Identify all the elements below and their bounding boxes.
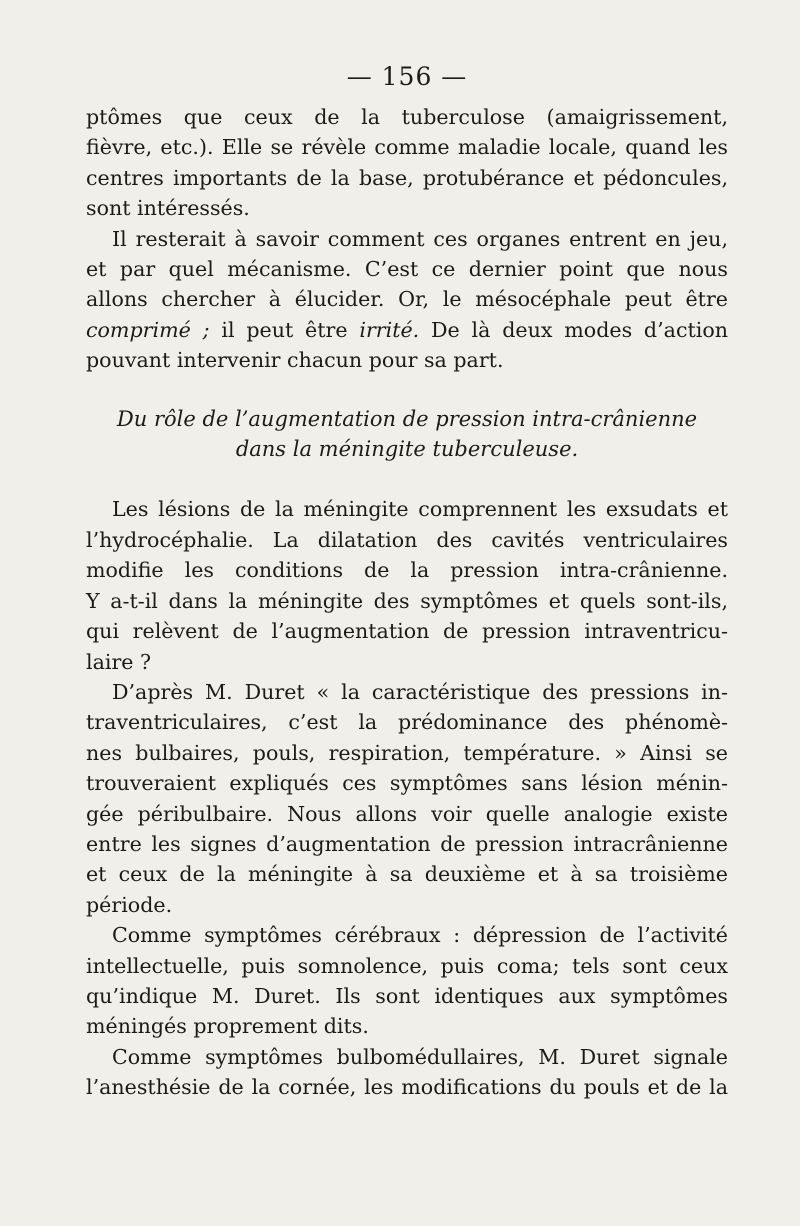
text-fragment: il peut être bbox=[209, 317, 360, 342]
text-line: méningés proprement dits. bbox=[86, 1014, 369, 1039]
text-line: trouveraient expliqués ces symptômes sans lésion ménin- bbox=[86, 771, 728, 796]
text-line: gée péribulbaire. Nous allons voir quelle analogie existe bbox=[86, 801, 728, 826]
italic-term-irrite: irrité. bbox=[359, 317, 420, 342]
page-number: — 156 — bbox=[346, 62, 468, 91]
paragraph-4 bbox=[86, 677, 728, 920]
section-heading bbox=[86, 404, 728, 465]
section-heading-line-1: Du rôle de l’augmentation de pression intra-crânienne bbox=[116, 406, 698, 431]
text-line: et ceux de la méningite à sa deuxième et à sa troisième bbox=[86, 862, 728, 887]
text-line: laire ? bbox=[86, 649, 152, 674]
text-line: allons chercher à élucider. Or, le mésocéphale peut être bbox=[86, 287, 728, 312]
text-line: l’hydrocéphalie. La dilatation des cavités ventriculaires bbox=[86, 527, 728, 552]
text-line: traventriculaires, c’est la prédominance des phénomè- bbox=[86, 710, 728, 735]
text-line: sont intéressés. bbox=[86, 196, 250, 221]
text-line: modifie les conditions de la pression intra-crânienne. bbox=[86, 558, 728, 583]
paragraph-6 bbox=[86, 1042, 728, 1103]
text-line: Les lésions de la méningite comprennent les exsudats et bbox=[112, 497, 728, 522]
paragraph-5 bbox=[86, 920, 728, 1042]
paragraph-2 bbox=[86, 224, 728, 376]
text-line: centres importants de la base, protubérance et pédoncules, bbox=[86, 165, 728, 190]
text-line: qu’indique M. Duret. Ils sont identiques aux symptômes bbox=[86, 983, 728, 1008]
text-line: qui relèvent de l’augmentation de pression intraventricu- bbox=[86, 619, 728, 644]
text-line: Comme symptômes bulbomédullaires, M. Duret signale bbox=[112, 1044, 728, 1069]
text-line: nes bulbaires, pouls, respiration, température. » Ainsi se bbox=[86, 740, 728, 765]
text-line: ptômes que ceux de la tuberculose (amaigrissement, bbox=[86, 105, 728, 129]
text-line: Comme symptômes cérébraux : dépression de l’activité bbox=[112, 923, 728, 948]
text-line: intellectuelle, puis somnolence, puis coma; tels sont ceux bbox=[86, 953, 728, 978]
text-line: Y a-t-il dans la méningite des symptômes et quels sont-ils, bbox=[86, 588, 728, 613]
text-line: et par quel mécanisme. C’est ce dernier point que nous bbox=[86, 257, 728, 282]
paragraph-3 bbox=[86, 494, 728, 676]
text-fragment: De là deux modes d’action bbox=[419, 317, 729, 342]
text-line: Il resterait à savoir comment ces organes entrent en jeu, bbox=[112, 226, 728, 251]
section-heading-line-2: dans la méningite tuberculeuse. bbox=[235, 437, 579, 462]
text-line: fièvre, etc.). Elle se révèle comme maladie locale, quand les bbox=[86, 135, 728, 160]
text-line: période. bbox=[86, 892, 173, 917]
paragraph-1 bbox=[86, 102, 728, 224]
text-line: D’après M. Duret « la caractéristique des pressions in- bbox=[112, 679, 728, 704]
text-line: pouvant intervenir chacun pour sa part. bbox=[86, 348, 504, 373]
text-line-mixed bbox=[86, 315, 728, 345]
italic-term-comprime: comprimé ; bbox=[86, 317, 210, 342]
text-line: l’anesthésie de la cornée, les modifications du pouls et de la bbox=[86, 1075, 728, 1100]
text-line: entre les signes d’augmentation de pression intracrânienne bbox=[86, 831, 728, 856]
